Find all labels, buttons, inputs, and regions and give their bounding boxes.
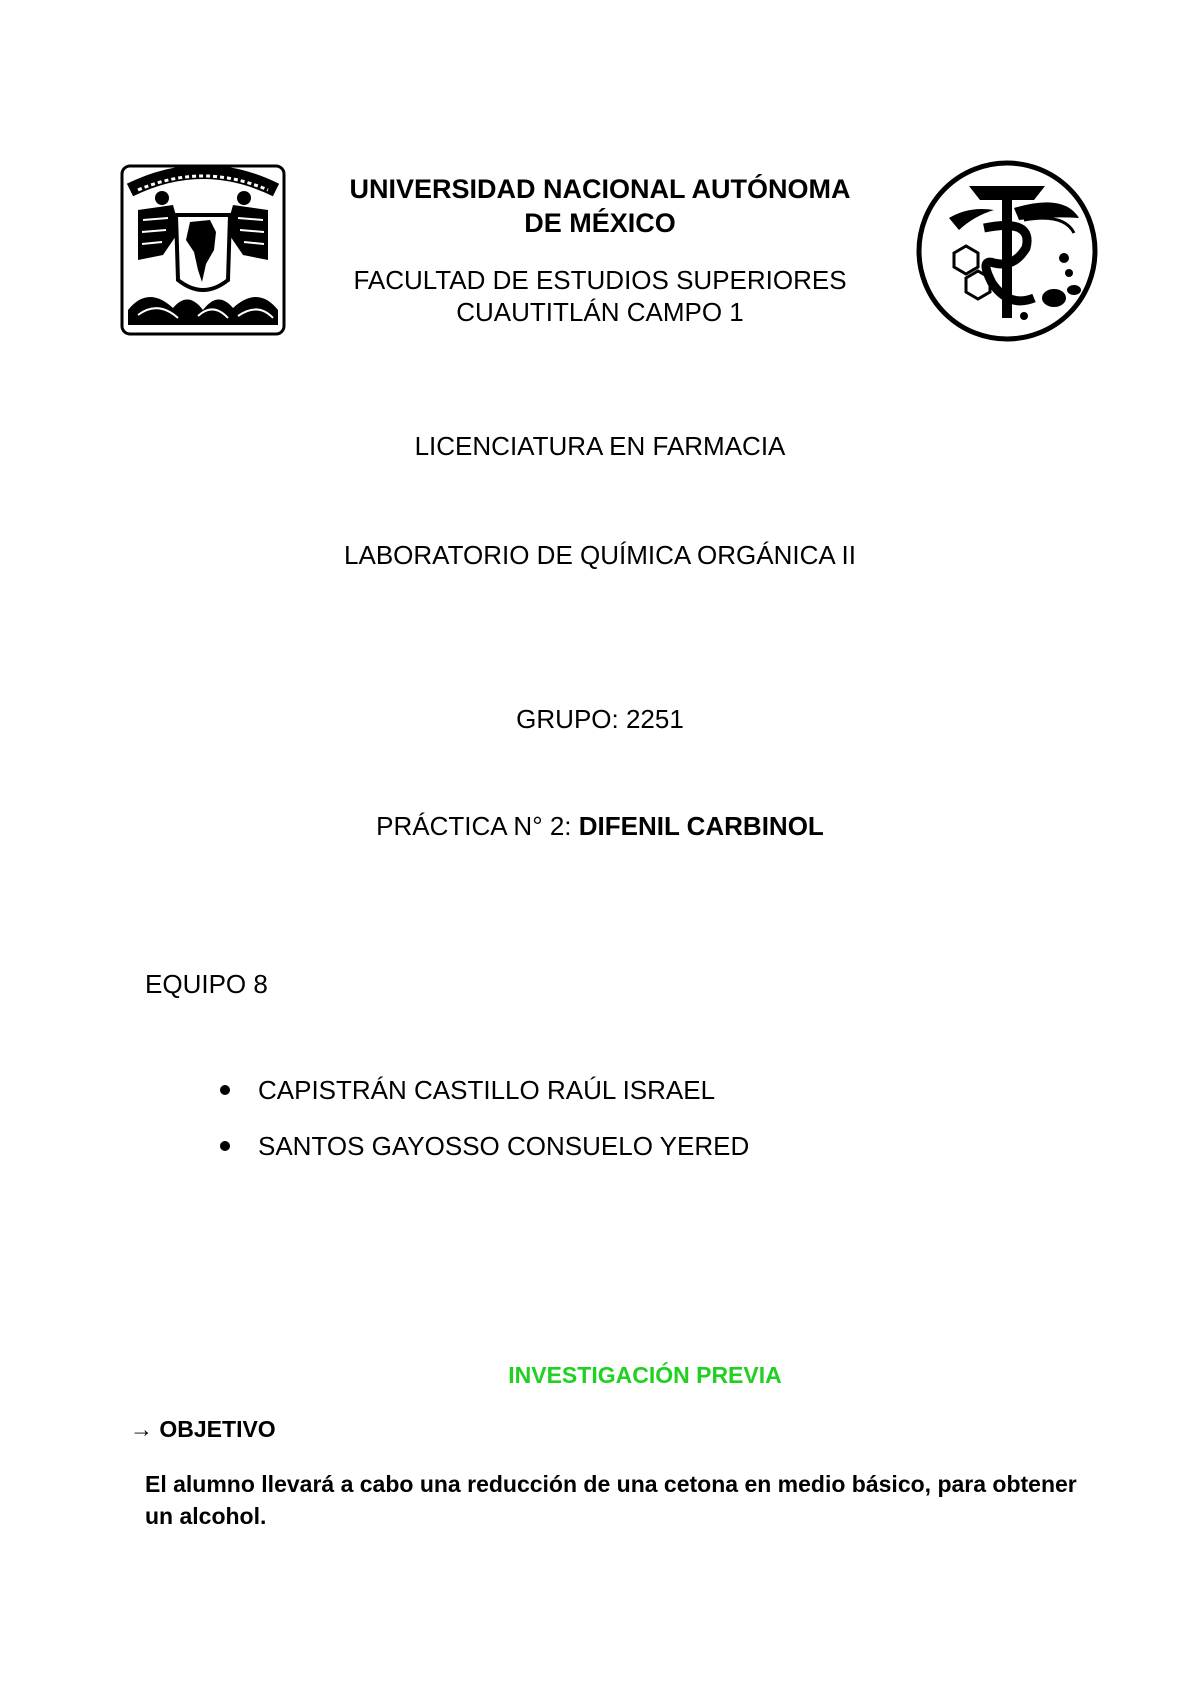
list-item <box>220 1130 749 1162</box>
objective-label: OBJETIVO <box>159 1416 276 1442</box>
list-item <box>220 1074 715 1106</box>
objective-text: El alumno llevará a cabo una reducción de una cetona en medio básico, para obtener un alcohol. <box>145 1471 1077 1529</box>
practice-prefix: PRÁCTICA N° 2: <box>376 811 579 841</box>
university-name-line1: UNIVERSIDAD NACIONAL AUTÓNOMA <box>349 174 851 204</box>
objective-heading <box>130 1414 276 1444</box>
bullet-icon <box>220 1085 230 1095</box>
program-name: LICENCIATURA EN FARMACIA <box>414 431 786 461</box>
section-title: INVESTIGACIÓN PREVIA <box>508 1362 782 1388</box>
practice-heading <box>0 810 1200 842</box>
bullet-icon <box>220 1141 230 1151</box>
team-label: EQUIPO 8 <box>145 969 268 999</box>
university-name <box>300 172 900 240</box>
university-name-line2: DE MÉXICO <box>524 208 676 238</box>
course-name: LABORATORIO DE QUÍMICA ORGÁNICA II <box>344 540 856 570</box>
faculty-name <box>300 264 900 328</box>
faculty-name-line1: FACULTAD DE ESTUDIOS SUPERIORES <box>353 265 847 295</box>
pharmacy-emblem-logo <box>914 158 1100 344</box>
unam-seal-logo <box>118 160 288 340</box>
arrow-right-icon: → <box>130 1416 153 1442</box>
team-member-name: CAPISTRÁN CASTILLO RAÚL ISRAEL <box>258 1075 716 1105</box>
team-member-name: SANTOS GAYOSSO CONSUELO YERED <box>258 1131 750 1161</box>
pharmacy-emblem-icon <box>914 158 1100 344</box>
faculty-name-line2: CUAUTITLÁN CAMPO 1 <box>456 297 744 327</box>
practice-title: DIFENIL CARBINOL <box>578 811 824 841</box>
unam-seal-icon <box>118 160 288 340</box>
group-number: GRUPO: 2251 <box>516 704 684 734</box>
